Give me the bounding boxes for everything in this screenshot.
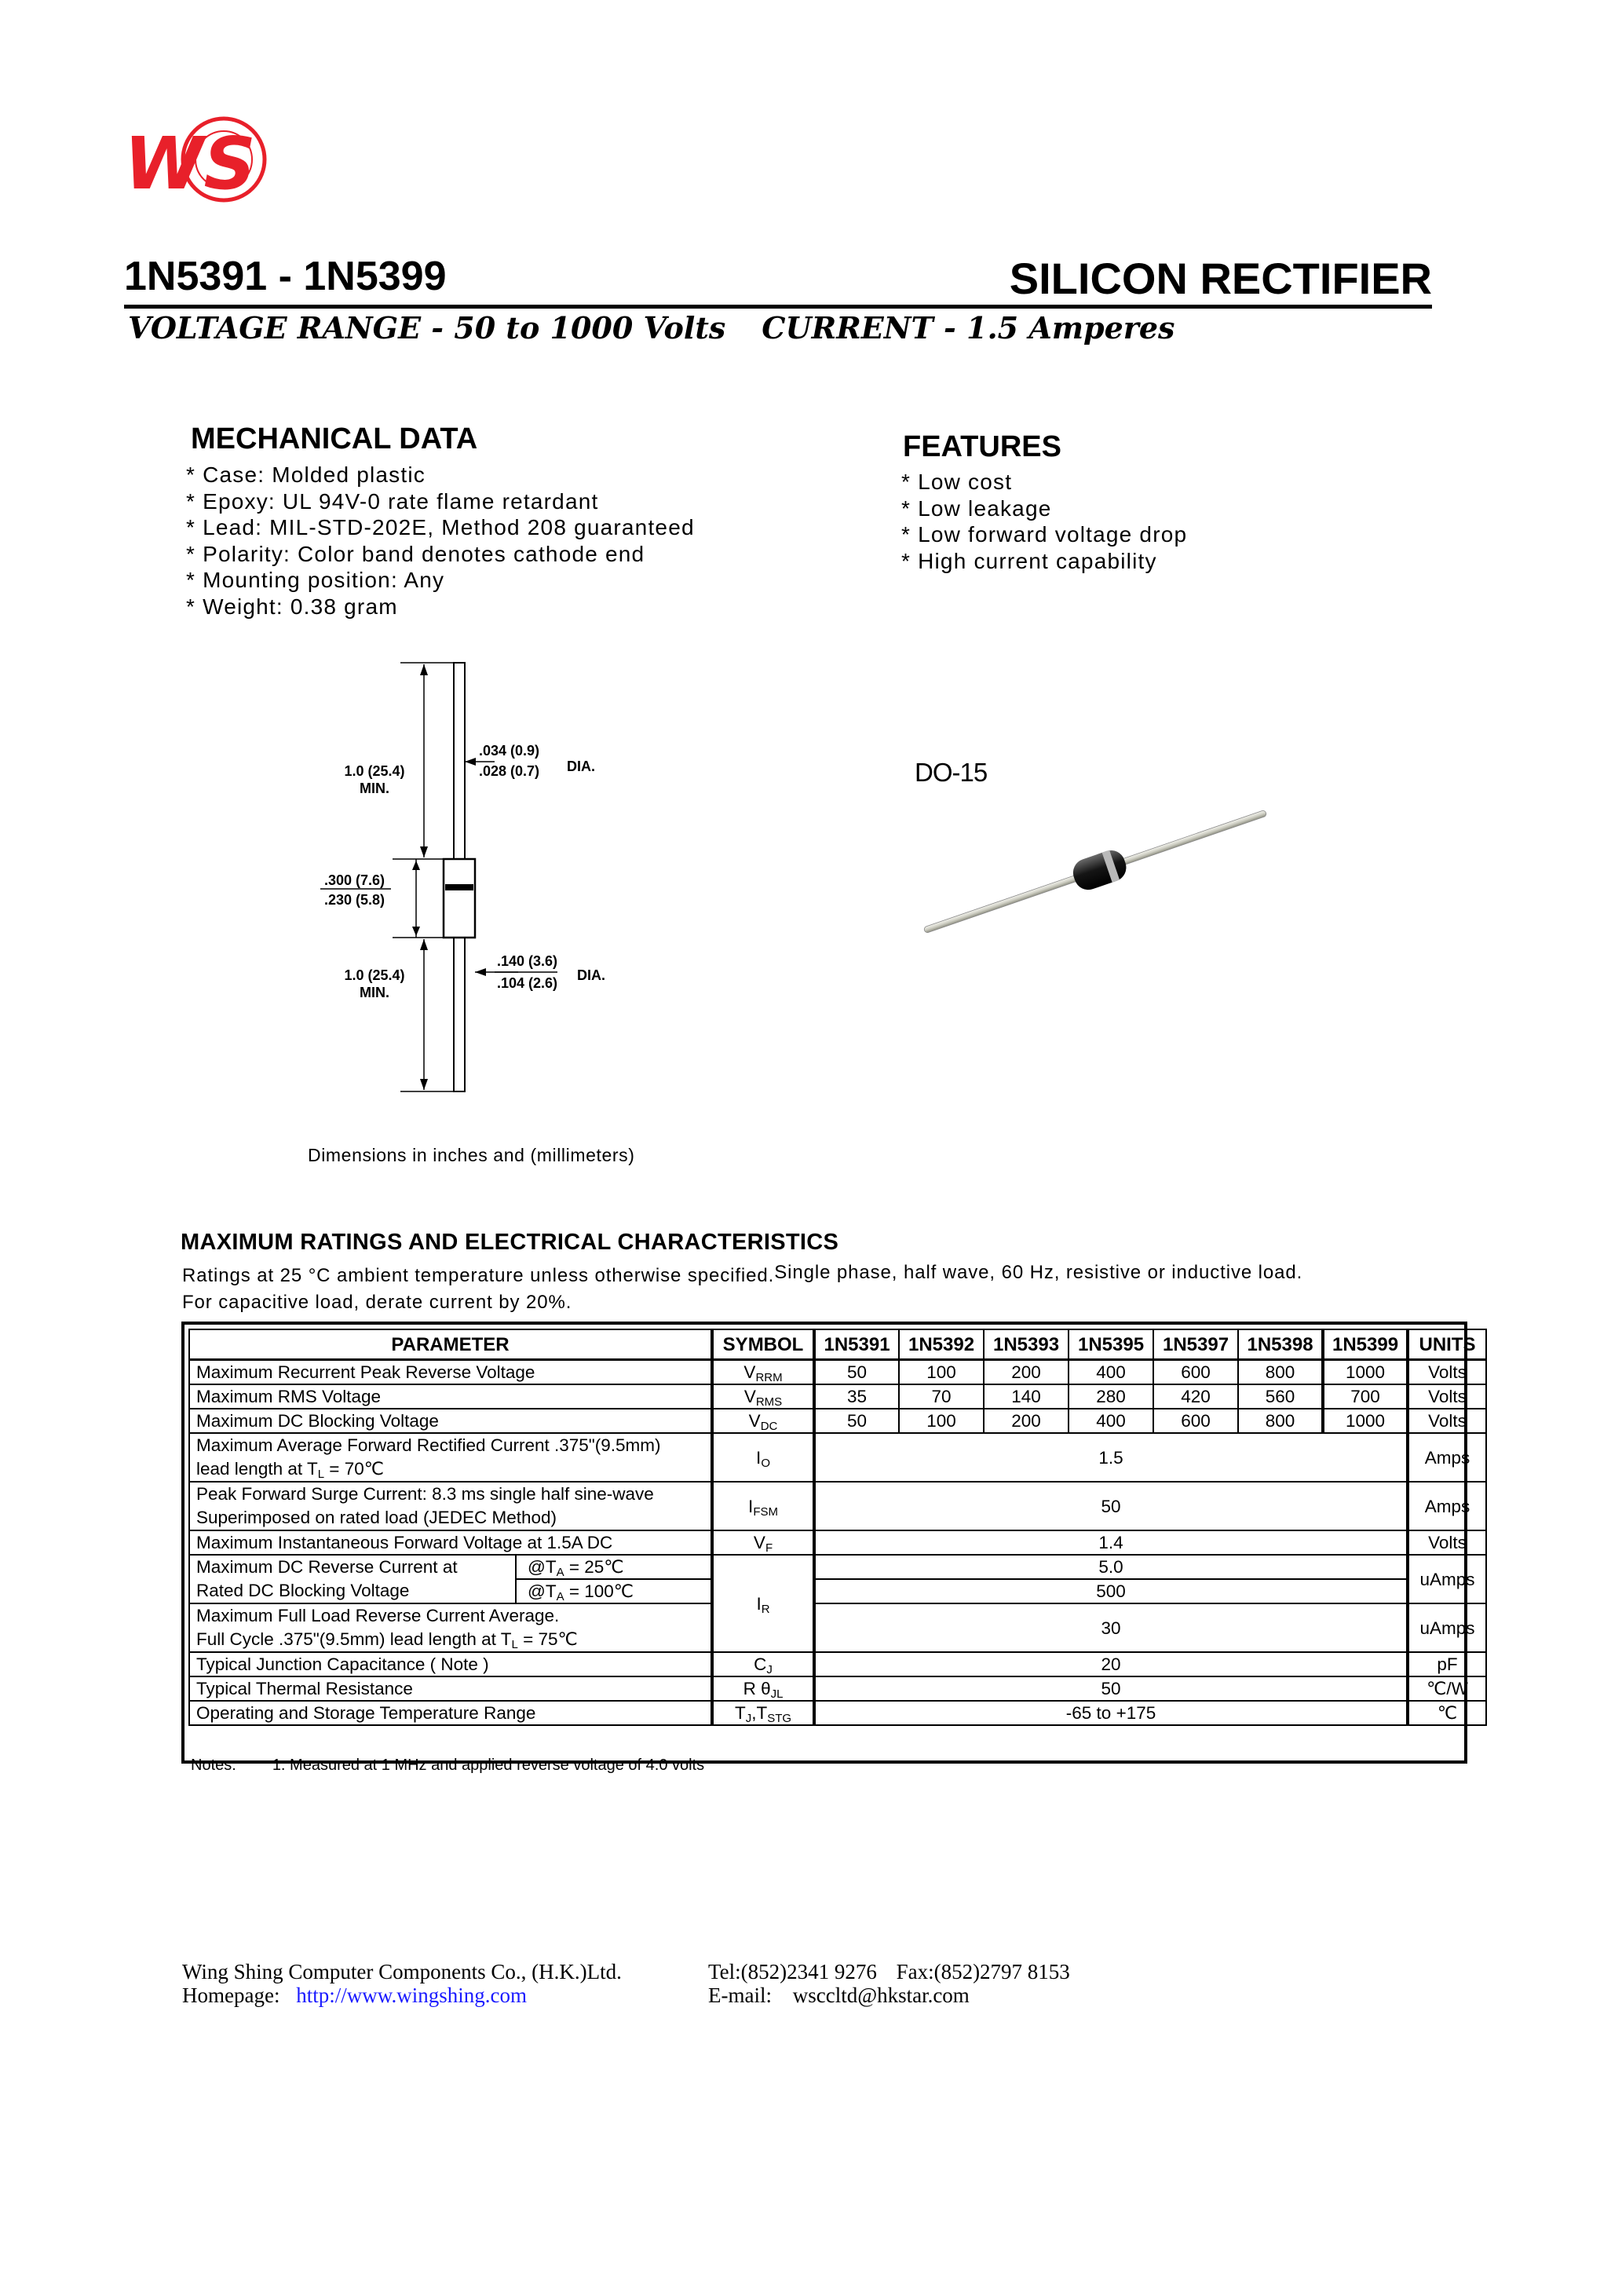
unit-cell: Volts — [1408, 1384, 1486, 1409]
mechanical-item: * Epoxy: UL 94V-0 rate flame retardant — [186, 488, 599, 514]
table-row — [189, 1530, 1486, 1555]
param-line: lead length at $T_L$ = 70℃ — [196, 1459, 384, 1481]
value-cell: 140 — [984, 1384, 1069, 1409]
footer-fax: Fax:(852)2797 8153 — [896, 1960, 1070, 1983]
header-part: 1N5397 — [1153, 1329, 1238, 1360]
dim-body-dia-max: .140 (3.6) — [497, 953, 558, 969]
symbol-cell: $I_{FSM}$ — [712, 1482, 814, 1530]
symbol-cell: $I_O$ — [712, 1433, 814, 1482]
unit-cell: Volts — [1408, 1360, 1486, 1385]
unit-cell: Volts — [1408, 1409, 1486, 1433]
table-row — [189, 1360, 1486, 1385]
unit-cell: ℃ — [1408, 1701, 1486, 1725]
param-cell — [189, 1603, 712, 1652]
current-rating: CURRENT - 1.5 Amperes — [762, 310, 1175, 345]
dimension-drawing — [298, 652, 707, 1107]
package-name: DO-15 — [915, 758, 988, 787]
unit-cell: uAmps — [1408, 1603, 1486, 1652]
company-logo — [118, 106, 275, 208]
param-line: Maximum Average Forward Rectified Current .375"(9.5mm) — [196, 1435, 661, 1455]
dim-body-len-max: .300 (7.6) — [324, 872, 385, 888]
value-cell: 1.4 — [814, 1530, 1408, 1555]
param-cell — [189, 1433, 712, 1482]
email-address[interactable]: wsccltd@hkstar.com — [792, 1983, 970, 2007]
value-cell: 5.0 — [814, 1555, 1408, 1579]
unit-cell: ℃/W — [1408, 1676, 1486, 1701]
param-line: Maximum Full Load Reverse Current Average. — [196, 1606, 560, 1625]
value-cell: 70 — [899, 1384, 984, 1409]
mechanical-item: * Lead: MIL-STD-202E, Method 208 guaranteed — [186, 515, 695, 539]
table-row — [189, 1482, 1486, 1530]
dim-lead-min-bottom: MIN. — [360, 985, 389, 1000]
param-cell: Operating and Storage Temperature Range — [189, 1701, 712, 1725]
unit-cell: uAmps — [1408, 1555, 1486, 1603]
notes-text: 1. Measured at 1 MHz and applied reverse voltage of 4.0 volts — [272, 1757, 705, 1774]
value-cell: 200 — [984, 1409, 1069, 1433]
dim-lead-dia-max: .034 (0.9) — [479, 743, 540, 759]
header-part: 1N5393 — [984, 1329, 1069, 1360]
ratings-note-1b: Single phase, half wave, 60 Hz, resistive or inductive load. — [774, 1262, 1303, 1283]
value-cell: 200 — [984, 1360, 1069, 1385]
dim-lead-length-top: 1.0 (25.4) — [344, 763, 405, 779]
dim-body-len-min: .230 (5.8) — [324, 892, 385, 908]
header-symbol: SYMBOL — [712, 1329, 814, 1360]
value-cell: 1000 — [1323, 1360, 1408, 1385]
dim-body-dia-min: .104 (2.6) — [497, 975, 558, 991]
param-line: Peak Forward Surge Current: 8.3 ms single half sine-wave — [196, 1484, 654, 1504]
value-cell: 800 — [1238, 1360, 1323, 1385]
homepage-link[interactable]: http://www.wingshing.com — [296, 1983, 527, 2007]
voltage-range: VOLTAGE RANGE - 50 to 1000 Volts — [128, 310, 726, 345]
condition-cell: $@T_A$ = 100℃ — [516, 1579, 712, 1603]
symbol-cell: $T_J,T_{STG}$ — [712, 1701, 814, 1725]
header-part: 1N5398 — [1238, 1329, 1323, 1360]
mechanical-item: * Polarity: Color band denotes cathode end — [186, 541, 645, 566]
value-cell: 1000 — [1323, 1409, 1408, 1433]
footer-homepage — [182, 1983, 527, 2007]
mechanical-item: * Mounting position: Any — [186, 568, 445, 592]
table-row — [189, 1652, 1486, 1676]
feature-item: * Low leakage — [901, 495, 1052, 521]
symbol-cell: $V_F$ — [712, 1530, 814, 1555]
table-header-row — [189, 1329, 1486, 1360]
dim-lead-length-bottom: 1.0 (25.4) — [344, 967, 405, 983]
header-rule — [124, 305, 1432, 309]
param-cell: Typical Thermal Resistance — [189, 1676, 712, 1701]
mechanical-item: * Weight: 0.38 gram — [186, 594, 398, 619]
table-row — [189, 1676, 1486, 1701]
symbol-cell: $V_{RRM}$ — [712, 1360, 814, 1385]
header-parameter: PARAMETER — [189, 1329, 712, 1360]
mechanical-title: MECHANICAL DATA — [191, 422, 478, 455]
param-cell: Maximum DC Blocking Voltage — [189, 1409, 712, 1433]
value-cell: 600 — [1153, 1360, 1238, 1385]
value-cell: 50 — [814, 1482, 1408, 1530]
ratings-title: MAXIMUM RATINGS AND ELECTRICAL CHARACTERISTICS — [181, 1230, 839, 1255]
value-cell: -65 to +175 — [814, 1701, 1408, 1725]
dim-lead-dia-label: DIA. — [567, 759, 595, 774]
param-cell — [189, 1555, 516, 1603]
table-row — [189, 1409, 1486, 1433]
mechanical-item: * Case: Molded plastic — [186, 462, 426, 487]
ratings-note-1 — [182, 1262, 1303, 1287]
symbol-cell: $V_{DC}$ — [712, 1409, 814, 1433]
feature-item: * Low cost — [901, 470, 1013, 494]
value-cell: 50 — [814, 1676, 1408, 1701]
header-units: UNITS — [1408, 1329, 1486, 1360]
table-row — [189, 1701, 1486, 1725]
value-cell: 20 — [814, 1652, 1408, 1676]
unit-cell: Amps — [1408, 1482, 1486, 1530]
footer-tel: Tel:(852)2341 9276 — [708, 1960, 877, 1983]
dim-lead-min-top: MIN. — [360, 781, 389, 796]
symbol-cell: $V_{RMS}$ — [712, 1384, 814, 1409]
header-part: 1N5395 — [1069, 1329, 1153, 1360]
symbol-cell: R $\theta_{JL}$ — [712, 1676, 814, 1701]
unit-cell: pF — [1408, 1652, 1486, 1676]
ratings-table — [188, 1329, 1487, 1726]
value-cell: 30 — [814, 1603, 1408, 1652]
value-cell: 560 — [1238, 1384, 1323, 1409]
header-part: 1N5399 — [1323, 1329, 1408, 1360]
feature-item: * High current capability — [901, 548, 1157, 573]
symbol-cell: $I_R$ — [712, 1555, 814, 1652]
table-row — [189, 1384, 1486, 1409]
footer-company: Wing Shing Computer Components Co., (H.K.)Ltd. — [182, 1960, 622, 1983]
part-range: 1N5391 - 1N5399 — [124, 254, 447, 299]
subtitle — [128, 310, 1174, 345]
param-cell: Typical Junction Capacitance ( Note ) — [189, 1652, 712, 1676]
value-cell: 100 — [899, 1360, 984, 1385]
condition-cell: $@T_A$ = 25℃ — [516, 1555, 712, 1579]
value-cell: 280 — [1069, 1384, 1153, 1409]
param-line: Rated DC Blocking Voltage — [196, 1581, 410, 1600]
value-cell: 50 — [814, 1409, 899, 1433]
footer-email — [708, 1983, 970, 2007]
features-title: FEATURES — [903, 430, 1061, 463]
value-cell: 700 — [1323, 1384, 1408, 1409]
header-part: 1N5391 — [814, 1329, 899, 1360]
value-cell: 800 — [1238, 1409, 1323, 1433]
table-notes — [191, 1757, 704, 1775]
value-cell: 600 — [1153, 1409, 1238, 1433]
dim-lead-dia-min: .028 (0.7) — [479, 763, 540, 779]
logo-letters: WS — [124, 122, 256, 206]
param-line: Superimposed on rated load (JEDEC Method) — [196, 1508, 557, 1527]
ratings-note-2: For capacitive load, derate current by 20%. — [182, 1292, 572, 1313]
symbol-cell: $C_J$ — [712, 1652, 814, 1676]
value-cell: 400 — [1069, 1360, 1153, 1385]
footer-phone — [708, 1960, 1070, 1983]
value-cell: 500 — [814, 1579, 1408, 1603]
param-cell — [189, 1482, 712, 1530]
product-title: SILICON RECTIFIER — [1009, 254, 1432, 303]
value-cell: 400 — [1069, 1409, 1153, 1433]
value-cell: 420 — [1153, 1384, 1238, 1409]
unit-cell: Amps — [1408, 1433, 1486, 1482]
email-label: E-mail: — [708, 1983, 772, 2007]
value-cell: 35 — [814, 1384, 899, 1409]
ratings-note-1a: Ratings at 25 °C ambient temperature unless otherwise specified. — [182, 1265, 775, 1286]
value-cell: 1.5 — [814, 1433, 1408, 1482]
dimension-caption: Dimensions in inches and (millimeters) — [308, 1145, 635, 1165]
table-row — [189, 1603, 1486, 1652]
param-cell: Maximum RMS Voltage — [189, 1384, 712, 1409]
unit-cell: Volts — [1408, 1530, 1486, 1555]
param-cell: Maximum Recurrent Peak Reverse Voltage — [189, 1360, 712, 1385]
dim-body-dia-label: DIA. — [577, 967, 605, 983]
mechanical-list — [186, 462, 695, 620]
header-part: 1N5392 — [899, 1329, 984, 1360]
param-line: Maximum DC Reverse Current at — [196, 1557, 458, 1577]
value-cell: 100 — [899, 1409, 984, 1433]
value-cell: 50 — [814, 1360, 899, 1385]
notes-label: Notes: — [191, 1757, 236, 1774]
feature-item: * Low forward voltage drop — [901, 522, 1188, 547]
features-list — [901, 469, 1187, 574]
param-cell: Maximum Instantaneous Forward Voltage at 1.5A DC — [189, 1530, 712, 1555]
homepage-label: Homepage: — [182, 1983, 280, 2007]
param-line: Full Cycle .375"(9.5mm) lead length at $T_L$ = 75℃ — [196, 1629, 578, 1651]
diode-photo — [911, 793, 1280, 950]
table-row — [189, 1555, 1486, 1579]
table-row — [189, 1433, 1486, 1482]
